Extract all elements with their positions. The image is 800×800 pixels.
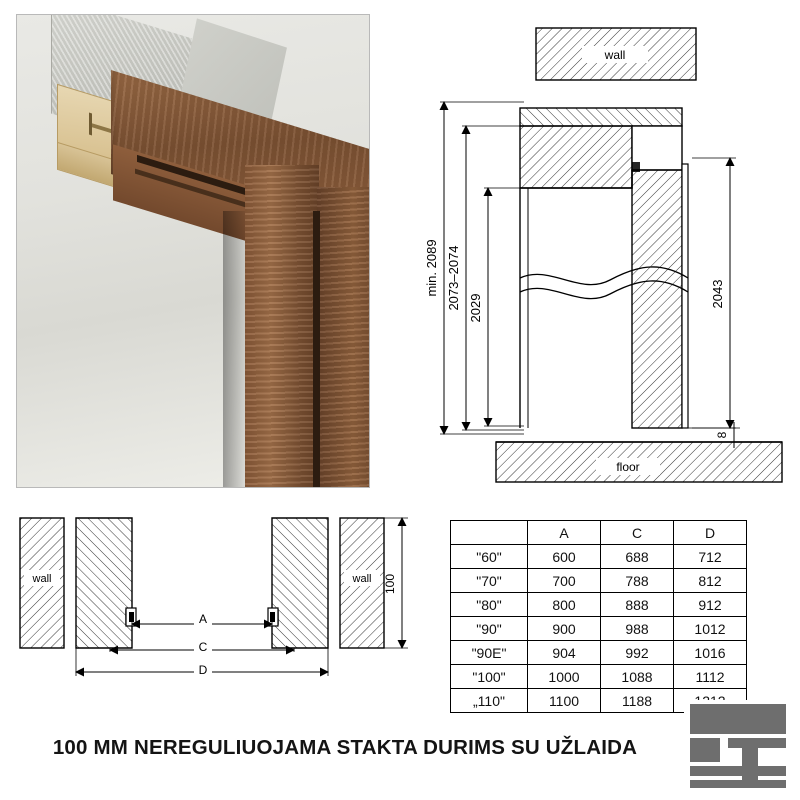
door-frame-corner-photo (16, 14, 370, 488)
side-jamb-outer-grain (317, 187, 370, 488)
dim-gap: 8 (715, 431, 729, 439)
cell-c: 988 (601, 617, 674, 641)
cell-c: 888 (601, 593, 674, 617)
cell-a: 904 (528, 641, 601, 665)
plan-dim-c: C (198, 640, 208, 654)
cell-a: 600 (528, 545, 601, 569)
cell-a: 1100 (528, 689, 601, 713)
row-label: "80" (451, 593, 528, 617)
cell-a: 700 (528, 569, 601, 593)
table-row (451, 665, 747, 689)
cell-c: 788 (601, 569, 674, 593)
table-row (451, 569, 747, 593)
row-label: "100" (451, 665, 528, 689)
table-row (451, 617, 747, 641)
row-label: „110" (451, 689, 528, 713)
table-header-c: C (601, 521, 674, 545)
section-wall-label: wall (604, 48, 626, 62)
cell-d: 1112 (674, 665, 747, 689)
side-jamb-grain (245, 165, 319, 488)
plan-dim-thickness: 100 (383, 573, 397, 595)
fastener-left (89, 113, 92, 136)
section-floor-label: floor (616, 460, 640, 474)
plan-wall-right-label: wall (352, 573, 372, 585)
dimensions-table-wrap (450, 520, 747, 713)
table-header-blank (451, 521, 528, 545)
page-title: 100 MM NEREGULIUOJAMA STAKTA DURIMS SU UŽLAIDA (52, 736, 638, 759)
side-jamb-groove (313, 211, 320, 488)
table-row (451, 545, 747, 569)
table-row (451, 593, 747, 617)
dim-leaf-height: 2043 (710, 279, 725, 309)
dim-opening: 2029 (468, 293, 483, 323)
dim-range: 2073–2074 (446, 245, 461, 311)
cell-c: 1188 (601, 689, 674, 713)
cell-a: 900 (528, 617, 601, 641)
cell-d: 812 (674, 569, 747, 593)
dimensions-table (450, 520, 747, 713)
row-label: "90E" (451, 641, 528, 665)
table-header-d: D (674, 521, 747, 545)
dim-min-height: min. 2089 (424, 239, 439, 297)
jamb-shadow (223, 211, 247, 488)
cell-a: 800 (528, 593, 601, 617)
cell-c: 1088 (601, 665, 674, 689)
cell-c: 688 (601, 545, 674, 569)
plan-wall-left-label: wall (32, 573, 52, 585)
horizontal-plan-drawing (10, 500, 430, 710)
cell-d: 1016 (674, 641, 747, 665)
table-header-a: A (528, 521, 601, 545)
cell-c: 992 (601, 641, 674, 665)
plan-dim-d: D (198, 663, 208, 677)
brand-logo (684, 700, 792, 792)
plan-dim-a: A (198, 612, 208, 626)
cell-a: 1000 (528, 665, 601, 689)
cell-d: 912 (674, 593, 747, 617)
table-row (451, 641, 747, 665)
cell-d: 1012 (674, 617, 747, 641)
table-header-row (451, 521, 747, 545)
cell-d: 712 (674, 545, 747, 569)
vertical-section-drawing (400, 12, 792, 490)
row-label: "60" (451, 545, 528, 569)
row-label: "90" (451, 617, 528, 641)
row-label: "70" (451, 569, 528, 593)
